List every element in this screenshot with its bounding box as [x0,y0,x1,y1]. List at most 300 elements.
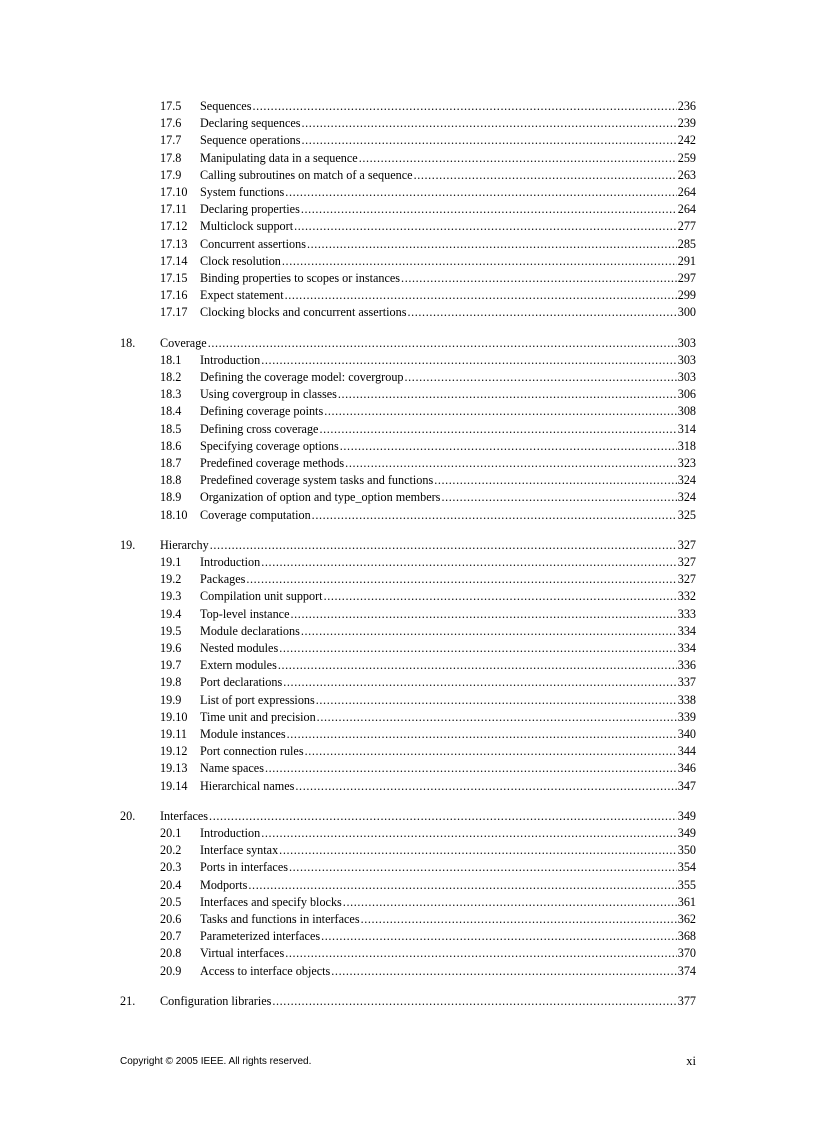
toc-section-entry[interactable] [120,842,696,859]
toc-section-entry[interactable] [120,743,696,760]
toc-entry-page: 334 [677,641,696,655]
toc-entry-page: 374 [677,963,696,978]
toc-entry-line [200,554,696,571]
toc-section-entry[interactable] [120,911,696,928]
toc-section-entry[interactable] [120,657,696,674]
toc-entry-page: 300 [677,305,696,320]
toc-entry-number: 17.15 [160,270,188,285]
toc-entry-page: 303 [677,335,696,350]
toc-entry-title: Specifying coverage options [200,438,339,453]
dot-leader [307,236,677,253]
toc-entry-title: Predefined coverage methods [200,455,345,470]
toc-section-entry[interactable] [120,726,696,743]
toc-entry-line [200,403,696,420]
toc-entry-number: 21. [120,993,136,1008]
toc-entry-page: 306 [677,387,696,402]
toc-section-entry[interactable] [120,369,696,386]
toc-entry-title: Declaring sequences [200,116,301,131]
toc-entry-line [200,640,696,657]
toc-entry-title: Module declarations [200,623,300,638]
toc-entry-line [200,304,696,321]
dot-leader [312,507,677,524]
toc-entry-number: 18.1 [160,352,182,367]
toc-entry-number: 20.9 [160,963,182,978]
toc-chapter-entry[interactable] [120,993,696,1010]
toc-entry-line [200,877,696,894]
toc-entry-number: 19. [120,537,136,552]
toc-entry-page: 299 [677,288,696,303]
toc-entry-number: 17.16 [160,288,188,303]
toc-chapter-entry[interactable] [120,335,696,352]
toc-entry-line [200,623,696,640]
toc-entry-page: 340 [677,726,696,741]
toc-entry-number: 18.3 [160,387,182,402]
dot-leader [285,287,677,304]
toc-entry-page: 346 [677,761,696,776]
toc-entry-number: 18.9 [160,490,182,505]
toc-entry-title: Concurrent assertions [200,236,306,251]
toc-section-entry[interactable] [120,588,696,605]
toc-entry-page: 336 [677,658,696,673]
toc-entry-title: Port declarations [200,675,283,690]
toc-entry-page: 355 [677,877,696,892]
toc-section-entry[interactable] [120,253,696,270]
toc-entry-line [200,507,696,524]
dot-leader [282,253,677,270]
toc-entry-number: 18.10 [160,507,188,522]
toc-entry-line [200,184,696,201]
dot-leader [305,743,677,760]
toc-entry-page: 264 [677,184,696,199]
toc-entry-line [200,571,696,588]
toc-entry-page: 297 [677,270,696,285]
toc-entry-title: Parameterized interfaces [200,929,321,944]
toc-entry-line [200,455,696,472]
toc-entry-title: Manipulating data in a sequence [200,150,358,165]
toc-entry-number: 20.6 [160,912,182,926]
toc-entry-title: Configuration libraries [160,993,272,1008]
toc-entry-number: 17.17 [160,305,188,320]
toc-entry-number: 19.8 [160,675,182,690]
toc-entry-page: 332 [677,589,696,604]
dot-leader [331,963,676,980]
toc-section-entry[interactable] [120,236,696,253]
toc-entry-line [200,657,696,674]
dot-leader [208,335,677,352]
dot-leader [301,623,677,640]
toc-entry-title: Coverage computation [200,507,311,522]
toc-entry-number: 18.7 [160,455,182,470]
toc-section-entry[interactable] [120,778,696,795]
toc-entry-number: 17.8 [160,150,182,165]
dot-leader [294,218,677,235]
toc-entry-number: 20.2 [160,843,182,858]
toc-section-entry[interactable] [120,963,696,980]
toc-entry-page: 327 [677,572,696,587]
toc-entry-line [200,963,696,980]
toc-entry-number: 18.2 [160,370,182,384]
dot-leader [285,945,677,962]
toc-entry-page: 277 [677,219,696,234]
toc-section-entry[interactable] [120,98,696,115]
toc-entry-line [200,778,696,795]
toc-entry-number: 17.10 [160,184,188,199]
toc-section-entry[interactable] [120,438,696,455]
toc-entry-number: 18.8 [160,473,182,488]
dot-leader [361,911,677,928]
toc-entry-page: 350 [677,843,696,858]
toc-section-entry[interactable] [120,571,696,588]
toc-entry-number: 18.6 [160,438,182,453]
page-footer [120,1056,696,1072]
toc-section-entry[interactable] [120,760,696,777]
toc-entry-number: 19.5 [160,623,182,638]
toc-entry-line [200,201,696,218]
dot-leader [291,606,677,623]
dot-leader [414,167,677,184]
toc-entry-number: 19.6 [160,641,182,655]
dot-leader [252,98,676,115]
toc-entry-line [200,438,696,455]
toc-entry-title: Time unit and precision [200,709,316,724]
toc-entry-line [200,369,696,386]
toc-entry-number: 19.1 [160,555,182,570]
toc-section-entry[interactable] [120,692,696,709]
toc-entry-line [200,726,696,743]
toc-chapter-entry[interactable] [120,808,696,825]
toc-entry-title: Nested modules [200,641,279,655]
toc-section-entry[interactable] [120,825,696,842]
toc-entry-line [200,287,696,304]
dot-leader [321,928,677,945]
toc-entry-page: 347 [677,778,696,793]
toc-entry-title: Access to interface objects [200,963,331,978]
toc-entry-line [200,253,696,270]
dot-leader [279,640,677,657]
toc-entry-title: List of port expressions [200,692,315,707]
toc-entry-line [200,825,696,842]
toc-entry-number: 19.10 [160,709,188,724]
toc-entry-number: 19.11 [160,726,187,741]
toc-chapter-entry[interactable] [120,537,696,554]
toc-entry-line [200,842,696,859]
toc-section-entry[interactable] [120,489,696,506]
toc-section-entry[interactable] [120,554,696,571]
toc-entry-line [200,472,696,489]
toc-entry-title: Name spaces [200,761,264,776]
toc-entry-number: 20.8 [160,946,182,961]
toc-entry-page: 236 [677,99,696,113]
toc-section-entry[interactable] [120,304,696,321]
toc-entry-page: 377 [677,993,696,1008]
toc-entry-number: 19.4 [160,606,182,621]
dot-leader [324,403,677,420]
dot-leader [289,859,677,876]
dot-leader [272,993,676,1010]
toc-entry-line [200,115,696,132]
toc-entry-page: 337 [677,675,696,690]
toc-entry-line [200,606,696,623]
toc-section-entry[interactable] [120,201,696,218]
toc-entry-page: 303 [677,352,696,367]
toc-section-entry[interactable] [120,421,696,438]
toc-entry-title: Compilation unit support [200,589,323,604]
toc-section-entry[interactable] [120,709,696,726]
toc-entry-page: 325 [677,507,696,522]
toc-entry-line [200,421,696,438]
toc-entry-number: 17.5 [160,99,182,113]
toc-entry-page: 308 [677,404,696,419]
toc-entry-title: Sequences [200,99,252,113]
toc-section-entry[interactable] [120,184,696,201]
dot-leader [407,304,676,321]
toc-entry-number: 20. [120,808,136,823]
copyright-notice: Copyright © 2005 IEEE. All rights reserved. [120,1056,312,1067]
toc-section-entry[interactable] [120,287,696,304]
toc-entry-line [200,489,696,506]
toc-entry-title: Interfaces and specify blocks [200,894,342,909]
toc-entry-line [200,98,696,115]
toc-entry-number: 20.5 [160,894,182,909]
toc-section-entry[interactable] [120,115,696,132]
toc-entry-page: 338 [677,692,696,707]
dot-leader [441,489,676,506]
toc-entry-number: 19.13 [160,761,188,776]
dot-leader [209,808,677,825]
dot-leader [317,709,677,726]
toc-entry-page: 291 [677,253,696,268]
toc-entry-number: 19.7 [160,658,182,673]
toc-entry-title: Organization of option and type_option members [200,490,441,505]
toc-entry-number: 20.3 [160,860,182,875]
toc-section-entry[interactable] [120,167,696,184]
toc-entry-number: 19.9 [160,692,182,707]
toc-entry-title: Binding properties to scopes or instances [200,270,401,285]
toc-entry-line [200,352,696,369]
toc-section-entry[interactable] [120,132,696,149]
toc-entry-title: System functions [200,184,285,199]
toc-entry-number: 17.11 [160,202,187,217]
toc-entry-page: 314 [677,421,696,436]
toc-entry-page: 318 [677,438,696,453]
toc-entry-line [200,760,696,777]
dot-leader [316,692,677,709]
toc-section-entry[interactable] [120,859,696,876]
toc-entry-page: 349 [677,826,696,841]
toc-entry-line [200,859,696,876]
toc-entry-title: Introduction [200,826,261,841]
toc-entry-title: Coverage [160,335,207,350]
toc-section-entry[interactable] [120,606,696,623]
dot-leader [324,588,677,605]
toc-entry-number: 18.5 [160,421,182,436]
dot-leader [434,472,677,489]
toc-section-entry[interactable] [120,674,696,691]
toc-entry-page: 285 [677,236,696,251]
dot-leader [405,369,677,386]
dot-leader [302,115,677,132]
toc-entry-line [200,150,696,167]
toc-entry-line [200,894,696,911]
toc-entry-line [200,270,696,287]
toc-entry-page: 303 [677,370,696,384]
toc-entry-title: Virtual interfaces [200,946,285,961]
toc-entry-line [200,911,696,928]
toc-entry-number: 19.12 [160,744,188,759]
toc-entry-line [160,537,696,554]
toc-entry-title: Sequence operations [200,133,301,148]
dot-leader [301,201,677,218]
toc-entry-title: Packages [200,572,246,587]
toc-entry-line [200,945,696,962]
toc-entry-title: Clock resolution [200,253,281,268]
toc-entry-title: Interfaces [160,808,209,823]
toc-entry-number: 17.13 [160,236,188,251]
toc-entry-title: Port connection rules [200,744,304,759]
toc-entry-line [200,236,696,253]
toc-entry-number: 20.1 [160,826,182,841]
toc-entry-page: 259 [677,150,696,165]
toc-section-entry[interactable] [120,894,696,911]
toc-entry-page: 370 [677,946,696,961]
dot-leader [340,438,677,455]
toc-entry-title: Defining coverage points [200,404,324,419]
dot-leader [302,132,677,149]
toc-entry-title: Interface syntax [200,843,279,858]
toc-entry-number: 17.12 [160,219,188,234]
toc-section-entry[interactable] [120,218,696,235]
toc-entry-page: 263 [677,167,696,182]
toc-entry-title: Modports [200,877,248,892]
toc-entry-number: 20.7 [160,929,182,944]
dot-leader [295,778,676,795]
dot-leader [265,760,677,777]
table-of-contents [120,98,696,1010]
toc-entry-line [200,674,696,691]
toc-entry-title: Top-level instance [200,606,290,621]
toc-entry-line [200,743,696,760]
dot-leader [285,184,676,201]
toc-section-entry[interactable] [120,386,696,403]
dot-leader [338,386,677,403]
toc-entry-title: Extern modules [200,658,277,673]
dot-leader [345,455,677,472]
dot-leader [287,726,677,743]
toc-section-entry[interactable] [120,623,696,640]
toc-entry-page: 239 [677,116,696,131]
toc-entry-page: 361 [677,894,696,909]
toc-section-entry[interactable] [120,150,696,167]
toc-section-entry[interactable] [120,270,696,287]
toc-section-entry[interactable] [120,640,696,657]
toc-entry-number: 17.14 [160,253,188,268]
toc-entry-page: 324 [677,490,696,505]
toc-section-entry[interactable] [120,472,696,489]
toc-entry-title: Tasks and functions in interfaces [200,912,360,926]
toc-entry-page: 264 [677,202,696,217]
toc-entry-line [200,218,696,235]
toc-entry-title: Ports in interfaces [200,860,288,875]
dot-leader [261,554,676,571]
dot-leader [319,421,676,438]
toc-entry-page: 362 [677,912,696,926]
toc-entry-title: Module instances [200,726,286,741]
toc-entry-page: 333 [677,606,696,621]
dot-leader [279,842,677,859]
dot-leader [261,352,676,369]
toc-section-entry[interactable] [120,928,696,945]
toc-entry-number: 17.6 [160,116,182,131]
toc-entry-number: 19.2 [160,572,182,587]
toc-entry-line [200,928,696,945]
toc-entry-title: Introduction [200,555,261,570]
toc-entry-page: 324 [677,473,696,488]
toc-entry-page: 327 [677,555,696,570]
toc-entry-title: Predefined coverage system tasks and functions [200,473,434,488]
dot-leader [210,537,677,554]
toc-entry-page: 323 [677,455,696,470]
toc-entry-title: Defining cross coverage [200,421,319,436]
toc-entry-number: 19.3 [160,589,182,604]
toc-section-entry[interactable] [120,455,696,472]
toc-section-entry[interactable] [120,877,696,894]
toc-entry-page: 327 [677,537,696,552]
toc-entry-line [200,588,696,605]
toc-entry-title: Calling subroutines on match of a sequence [200,167,413,182]
toc-entry-line [200,132,696,149]
toc-entry-number: 17.7 [160,133,182,148]
toc-entry-title: Hierarchy [160,537,209,552]
dot-leader [283,674,676,691]
toc-entry-number: 20.4 [160,877,182,892]
toc-section-entry[interactable] [120,352,696,369]
toc-entry-number: 17.9 [160,167,182,182]
toc-entry-number: 18.4 [160,404,182,419]
toc-entry-line [160,335,696,352]
toc-entry-number: 18. [120,335,136,350]
toc-entry-page: 242 [677,133,696,148]
toc-entry-page: 349 [677,808,696,823]
toc-entry-title: Defining the coverage model: covergroup [200,370,404,384]
dot-leader [343,894,677,911]
toc-entry-title: Multiclock support [200,219,294,234]
toc-entry-line [200,386,696,403]
toc-entry-page: 354 [677,860,696,875]
toc-entry-title: Using covergroup in classes [200,387,337,402]
toc-entry-page: 344 [677,744,696,759]
toc-entry-title: Declaring properties [200,202,300,217]
dot-leader [278,657,677,674]
dot-leader [401,270,677,287]
toc-entry-page: 368 [677,929,696,944]
dot-leader [261,825,676,842]
page-number: xi [686,1054,696,1068]
toc-section-entry[interactable] [120,507,696,524]
dot-leader [246,571,676,588]
toc-section-entry[interactable] [120,945,696,962]
toc-section-entry[interactable] [120,403,696,420]
toc-entry-line [200,167,696,184]
toc-entry-line [160,993,696,1010]
toc-entry-line [160,808,696,825]
toc-entry-line [200,692,696,709]
toc-entry-line [200,709,696,726]
toc-entry-title: Introduction [200,352,261,367]
toc-entry-title: Clocking blocks and concurrent assertions [200,305,407,320]
toc-entry-number: 19.14 [160,778,188,793]
dot-leader [359,150,677,167]
toc-entry-title: Expect statement [200,288,284,303]
